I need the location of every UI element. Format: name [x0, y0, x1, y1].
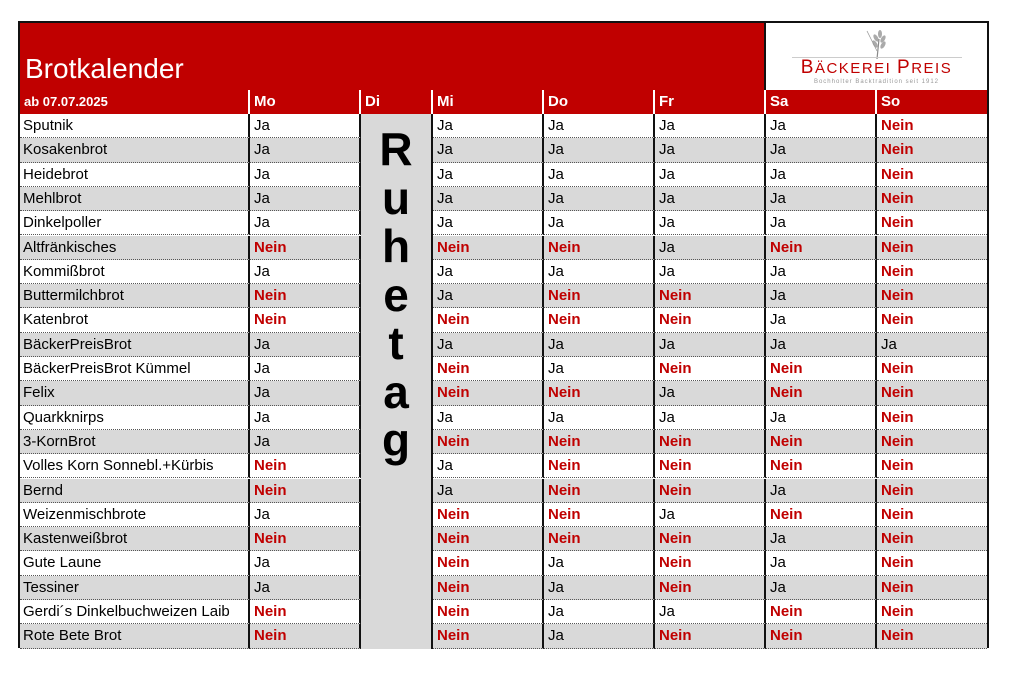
availability-cell: Ja: [544, 211, 655, 235]
page-title: Brotkalender: [25, 53, 184, 84]
availability-cell: Nein: [250, 308, 361, 332]
availability-cell: Ja: [544, 600, 655, 624]
availability-cell: Nein: [877, 576, 987, 600]
bread-name: Dinkelpoller: [20, 211, 250, 235]
availability-cell: Nein: [433, 600, 544, 624]
availability-cell: Ja: [544, 114, 655, 138]
availability-cell: Ja: [766, 284, 877, 308]
availability-cell: Nein: [544, 503, 655, 527]
availability-table: [20, 90, 987, 646]
availability-cell: Ja: [433, 138, 544, 162]
availability-cell: Nein: [250, 624, 361, 648]
availability-cell: Nein: [877, 236, 987, 260]
availability-cell: Nein: [766, 624, 877, 648]
availability-cell: Nein: [433, 381, 544, 405]
availability-cell: Ja: [544, 551, 655, 575]
availability-cell: Ja: [250, 211, 361, 235]
bread-name: Sputnik: [20, 114, 250, 138]
availability-cell: Ja: [250, 333, 361, 357]
availability-cell: Nein: [655, 576, 766, 600]
availability-cell: Nein: [877, 454, 987, 478]
availability-cell: Nein: [544, 381, 655, 405]
availability-cell: Nein: [433, 503, 544, 527]
availability-cell: Ja: [655, 187, 766, 211]
availability-cell: Ja: [655, 138, 766, 162]
availability-cell: Ja: [250, 114, 361, 138]
ruhetag-column: [361, 114, 433, 649]
bread-name: Tessiner: [20, 576, 250, 600]
bread-name: Altfränkisches: [20, 236, 250, 260]
availability-cell: Ja: [655, 114, 766, 138]
availability-cell: Nein: [544, 430, 655, 454]
availability-cell: Nein: [877, 138, 987, 162]
availability-cell: Ja: [766, 114, 877, 138]
availability-cell: Ja: [250, 406, 361, 430]
bread-name: Kastenweißbrot: [20, 527, 250, 551]
availability-cell: Nein: [544, 308, 655, 332]
logo-divider: [792, 57, 962, 58]
bread-name: Mehlbrot: [20, 187, 250, 211]
day-header-sa: Sa: [766, 90, 877, 114]
availability-cell: Ja: [433, 114, 544, 138]
availability-cell: Ja: [766, 406, 877, 430]
availability-cell: Ja: [766, 333, 877, 357]
availability-cell: Nein: [655, 479, 766, 503]
availability-cell: Nein: [766, 600, 877, 624]
availability-cell: Ja: [544, 260, 655, 284]
availability-cell: Nein: [655, 357, 766, 381]
availability-cell: Ja: [433, 284, 544, 308]
bread-name: Rote Bete Brot: [20, 624, 250, 648]
availability-cell: Nein: [433, 430, 544, 454]
availability-cell: Nein: [433, 308, 544, 332]
title-bar: [20, 23, 766, 90]
day-header-di: Di: [361, 90, 433, 114]
ruhetag-letter: e: [383, 268, 409, 321]
availability-cell: Ja: [655, 381, 766, 405]
availability-cell: Nein: [655, 551, 766, 575]
availability-cell: Nein: [433, 576, 544, 600]
availability-cell: Nein: [433, 551, 544, 575]
availability-cell: Ja: [544, 624, 655, 648]
availability-cell: Ja: [655, 163, 766, 187]
availability-cell: Ja: [250, 576, 361, 600]
availability-cell: Nein: [433, 357, 544, 381]
day-header-mi: Mi: [433, 90, 544, 114]
bread-name: Buttermilchbrot: [20, 284, 250, 308]
availability-cell: Ja: [433, 333, 544, 357]
availability-cell: Ja: [250, 430, 361, 454]
availability-cell: Ja: [250, 138, 361, 162]
availability-cell: Ja: [544, 576, 655, 600]
availability-cell: Nein: [877, 357, 987, 381]
availability-cell: Ja: [766, 527, 877, 551]
bread-name: Quarkknirps: [20, 406, 250, 430]
availability-cell: Nein: [877, 551, 987, 575]
availability-cell: Nein: [877, 308, 987, 332]
availability-cell: Ja: [655, 211, 766, 235]
bread-name: BäckerPreisBrot Kümmel: [20, 357, 250, 381]
bread-name: BäckerPreisBrot: [20, 333, 250, 357]
availability-cell: Ja: [766, 308, 877, 332]
availability-cell: Ja: [544, 333, 655, 357]
availability-cell: Ja: [766, 187, 877, 211]
availability-cell: Ja: [655, 333, 766, 357]
ruhetag-letter: h: [381, 220, 411, 272]
bread-name: Kommißbrot: [20, 260, 250, 284]
date-header: ab 07.07.2025: [20, 90, 250, 114]
availability-cell: Nein: [433, 624, 544, 648]
availability-cell: Nein: [655, 284, 766, 308]
availability-cell: Nein: [766, 381, 877, 405]
availability-cell: Nein: [655, 308, 766, 332]
day-header-so: So: [877, 90, 987, 114]
availability-cell: Ja: [250, 503, 361, 527]
availability-cell: Ja: [433, 260, 544, 284]
availability-cell: Nein: [544, 479, 655, 503]
availability-cell: Ja: [250, 163, 361, 187]
availability-cell: Nein: [766, 357, 877, 381]
availability-cell: Nein: [877, 527, 987, 551]
availability-cell: Nein: [544, 527, 655, 551]
day-header-do: Do: [544, 90, 655, 114]
availability-cell: Nein: [655, 624, 766, 648]
availability-cell: Nein: [655, 527, 766, 551]
availability-cell: Ja: [655, 503, 766, 527]
availability-cell: Nein: [877, 114, 987, 138]
bread-name: Gerdi´s Dinkelbuchweizen Laib: [20, 600, 250, 624]
availability-cell: Nein: [877, 187, 987, 211]
availability-cell: Ja: [250, 260, 361, 284]
bread-name: Kosakenbrot: [20, 138, 250, 162]
availability-cell: Nein: [877, 211, 987, 235]
availability-cell: Nein: [655, 430, 766, 454]
availability-cell: Nein: [250, 600, 361, 624]
bread-name: Volles Korn Sonnebl.+Kürbis: [20, 454, 250, 478]
availability-cell: Ja: [544, 187, 655, 211]
availability-cell: Ja: [433, 479, 544, 503]
day-header-mo: Mo: [250, 90, 361, 114]
bread-name: 3-KornBrot: [20, 430, 250, 454]
bread-name: Weizenmischbrote: [20, 503, 250, 527]
availability-cell: Ja: [250, 357, 361, 381]
availability-cell: Ja: [877, 333, 987, 357]
availability-cell: Ja: [544, 138, 655, 162]
availability-cell: Ja: [655, 260, 766, 284]
availability-cell: Nein: [877, 163, 987, 187]
ruhetag-letter: u: [381, 171, 411, 224]
availability-cell: Nein: [250, 454, 361, 478]
availability-cell: Nein: [877, 430, 987, 454]
availability-cell: Nein: [766, 503, 877, 527]
availability-cell: Ja: [766, 479, 877, 503]
bread-name: Heidebrot: [20, 163, 250, 187]
availability-cell: Nein: [250, 236, 361, 260]
logo-tagline: Bochholter Backtradition seit 1912: [813, 79, 940, 85]
availability-cell: Nein: [544, 236, 655, 260]
ruhetag-letter: g: [381, 414, 411, 466]
availability-cell: Ja: [766, 260, 877, 284]
availability-cell: Ja: [433, 454, 544, 478]
availability-cell: Nein: [544, 454, 655, 478]
availability-cell: Ja: [433, 187, 544, 211]
availability-cell: Ja: [250, 381, 361, 405]
availability-cell: Ja: [766, 138, 877, 162]
availability-cell: Ja: [544, 406, 655, 430]
availability-cell: Nein: [433, 527, 544, 551]
availability-cell: Ja: [433, 211, 544, 235]
availability-cell: Ja: [655, 236, 766, 260]
availability-cell: Ja: [433, 163, 544, 187]
availability-cell: Nein: [250, 479, 361, 503]
availability-cell: Nein: [250, 284, 361, 308]
bread-name: Gute Laune: [20, 551, 250, 575]
logo-wordmark: BÄCKEREI PREIS: [800, 57, 953, 78]
availability-cell: Nein: [655, 454, 766, 478]
availability-cell: Ja: [655, 600, 766, 624]
availability-cell: Nein: [766, 454, 877, 478]
availability-cell: Nein: [766, 236, 877, 260]
availability-cell: Nein: [250, 527, 361, 551]
availability-cell: Nein: [877, 406, 987, 430]
availability-cell: Nein: [877, 284, 987, 308]
bakery-logo: [766, 23, 987, 90]
availability-cell: Nein: [877, 479, 987, 503]
bread-name: Felix: [20, 381, 250, 405]
availability-cell: Ja: [544, 163, 655, 187]
availability-cell: Ja: [766, 576, 877, 600]
availability-cell: Nein: [877, 260, 987, 284]
availability-cell: Nein: [877, 600, 987, 624]
ruhetag-letter: a: [383, 365, 409, 418]
availability-cell: Nein: [766, 430, 877, 454]
ruhetag-letter: R: [379, 123, 413, 175]
availability-cell: Nein: [433, 236, 544, 260]
availability-cell: Ja: [655, 406, 766, 430]
day-header-fr: Fr: [655, 90, 766, 114]
availability-cell: Nein: [877, 503, 987, 527]
wheat-icon: [863, 29, 891, 59]
availability-cell: Nein: [544, 284, 655, 308]
availability-cell: Ja: [250, 187, 361, 211]
availability-cell: Ja: [250, 551, 361, 575]
ruhetag-letter: t: [388, 317, 404, 369]
bread-name: Bernd: [20, 479, 250, 503]
bread-calendar-sheet: [18, 21, 989, 648]
availability-cell: Nein: [877, 381, 987, 405]
bread-name: Katenbrot: [20, 308, 250, 332]
availability-cell: Ja: [766, 211, 877, 235]
availability-cell: Ja: [544, 357, 655, 381]
availability-cell: Ja: [766, 551, 877, 575]
availability-cell: Nein: [877, 624, 987, 648]
availability-cell: Ja: [433, 406, 544, 430]
availability-cell: Ja: [766, 163, 877, 187]
